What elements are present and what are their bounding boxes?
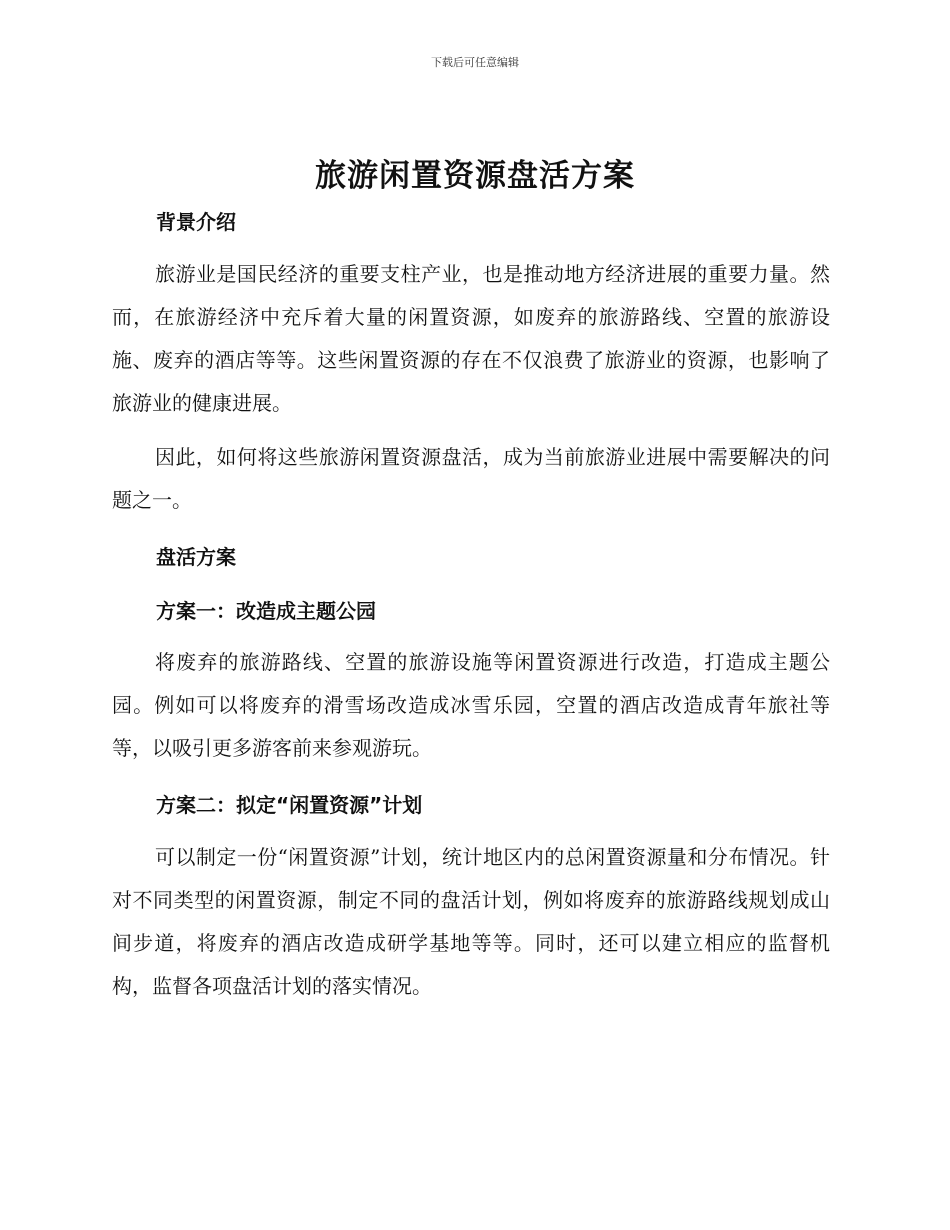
background-heading: 背景介绍 xyxy=(156,210,236,234)
option2-paragraph: 可以制定一份“闲置资源”计划，统计地区内的总闲置资源量和分布情况。针对不同类型的闲置资源，制定不同的盘活计划，例如将废弃的旅游路线规划成山间步道，将废弃的酒店改造成研学基地等等。同时，还可以建立相应的监督机构，监督各项盘活计划的落实情况。 xyxy=(112,845,830,998)
background-paragraph-2: 因此，如何将这些旅游闲置资源盘活，成为当前旅游业进展中需要解决的问题之一。 xyxy=(112,445,830,512)
option1-heading: 方案一：改造成主题公园 xyxy=(156,599,376,623)
option1-paragraph: 将废弃的旅游路线、空置的旅游设施等闲置资源进行改造，打造成主题公园。例如可以将废弃的滑雪场改造成冰雪乐园，空置的酒店改造成青年旅社等等，以吸引更多游客前来参观游玩。 xyxy=(112,650,830,760)
header-note: 下载后可任意编辑 xyxy=(431,56,519,69)
background-paragraph-1: 旅游业是国民经济的重要支柱产业，也是推动地方经济进展的重要力量。然而，在旅游经济中充斥着大量的闲置资源，如废弃的旅游路线、空置的旅游设施、废弃的酒店等等。这些闲置资源的存在不仅浪费了旅游业的资源，也影响了旅游业的健康进展。 xyxy=(112,262,830,415)
plan-heading: 盘活方案 xyxy=(156,545,236,569)
page-title: 旅游闲置资源盘活方案 xyxy=(315,158,635,194)
option2-heading: 方案二：拟定“闲置资源”计划 xyxy=(156,793,423,817)
